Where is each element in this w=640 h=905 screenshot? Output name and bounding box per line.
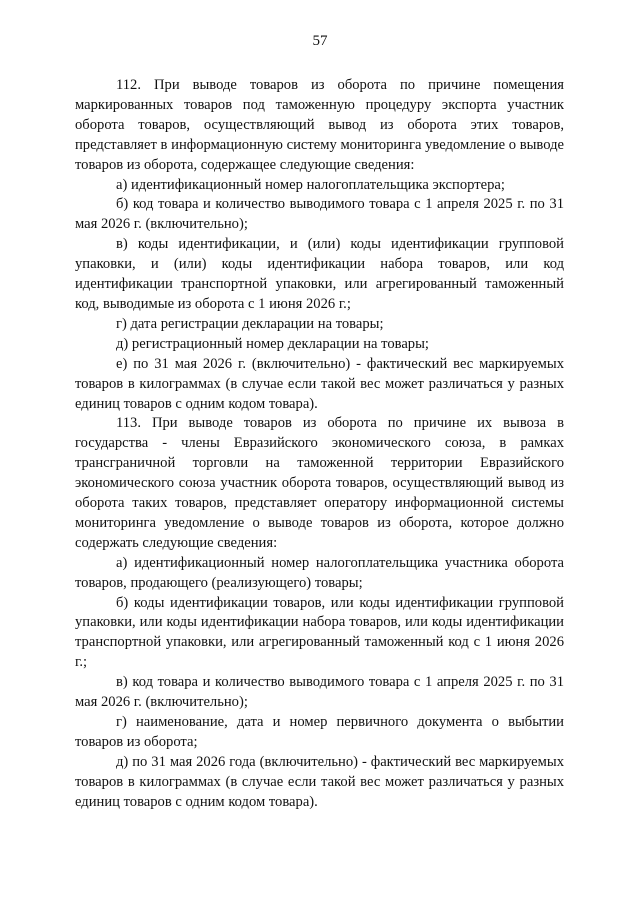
item-112-e: е) по 31 мая 2026 г. (включительно) - фактический вес маркируемых товаров в килограммах (в случае если такой вес может различаться у разных единиц товаров с одним кодом товара). [75, 355, 564, 412]
item-112-a: а) идентификационный номер налогоплательщика экспортера; [116, 176, 505, 193]
item-113-g: г) наименование, дата и номер первичного документа о выбытии товаров из оборота; [75, 714, 564, 750]
item-112-g: г) дата регистрации декларации на товары; [116, 315, 384, 332]
item-112-d: д) регистрационный номер декларации на товары; [116, 335, 429, 352]
item-113-a: а) идентификационный номер налогоплательщика участника оборота товаров, продающего (реализующего) товары; [75, 554, 564, 591]
item-112-v: в) коды идентификации, и (или) коды идентификации групповой упаковки, и (или) коды идентификации набора товаров, или код идентификации транспортной упаковки, или агрегированный таможенный код, выводимые из оборота с 1 июня 2026 г.; [75, 236, 564, 312]
paragraph-112: 112. При выводе товаров из оборота по причине помещения маркированных товаров под таможенную процедуру экспорта участник оборота товаров, осуществляющий вывод из оборота этих товаров, представляет в информационную систему мониторинга уведомление о выводе товаров из оборота, содержащее следующие сведения: [75, 77, 564, 173]
paragraph-113: 113. При выводе товаров из оборота по причине их вывоза в государства - члены Евразийского экономического союза, в рамках трансграничной торговли на таможенной территории Евразийского экономического союза участник оборота товаров, осуществляющий вывод из оборота таких товаров, представляет оператору информационной системы мониторинга уведомление о выводе товаров из оборота, которое должно содержать следующие сведения: [75, 415, 564, 551]
document-body [75, 76, 564, 813]
page-number: 57 [312, 33, 328, 49]
item-113-d: д) по 31 мая 2026 года (включительно) - фактический вес маркируемых товаров в килограммах (в случае если такой вес может различаться у разных единиц товаров с одним кодом товара). [75, 753, 564, 810]
item-113-v: в) код товара и количество выводимого товара с 1 апреля 2025 г. по 31 мая 2026 г. (включительно); [75, 674, 564, 711]
item-112-b: б) код товара и количество выводимого товара с 1 апреля 2025 г. по 31 мая 2026 г. (включительно); [75, 196, 564, 233]
item-113-b: б) коды идентификации товаров, или коды идентификации групповой упаковки, или коды идентификации набора товаров, или коды идентификации транспортной упаковки, или агрегированный таможенный код с 1 июня 2026 г.; [75, 594, 564, 671]
